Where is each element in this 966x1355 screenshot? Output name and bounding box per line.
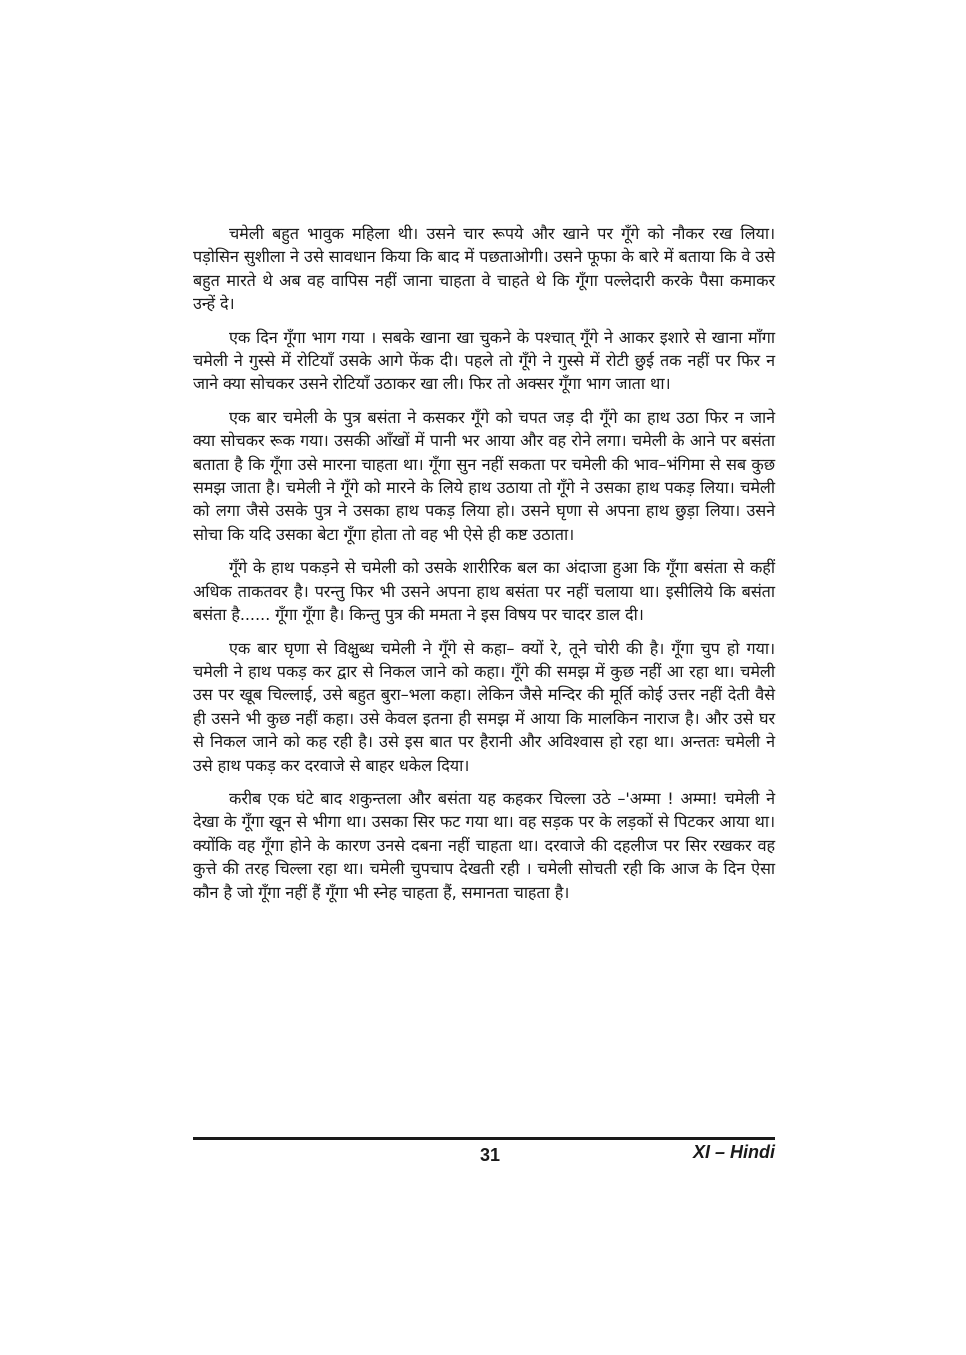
paragraph-5: एक बार घृणा से विक्षुब्ध चमेली ने गूँगे से कहा– क्यों रे, तूने चोरी की है। गूँगा चुप हो गया। चमेली ने हाथ पकड़ कर द्वार से निकल जाने को कहा। गूँगे की समझ में कुछ नहीं आ रहा था। चमेली उस पर खूब चिल्लाई, उसे बहुत बुरा–भला कहा। लेकिन जैसे मन्दिर की मूर्ति कोई उत्तर नहीं देती वैसे ही उसने भी कुछ नहीं कहा। उसे केवल इतना ही समझ में आया कि मालकिन नाराज है। और उसे घर से निकल जाने को कह रही है। उसे इस बात पर हैरानी और अविश्वास हो रहा था। अन्ततः चमेली ने उसे हाथ पकड़ कर दरवाजे से बाहर धकेल दिया।	[193, 638, 775, 775]
subject-label: XI – Hindi	[692, 1142, 775, 1162]
paragraph-1: चमेली बहुत भावुक महिला थी। उसने चार रूपये और खाने पर गूँगे को नौकर रख लिया। पड़ोसिन सुशीला ने उसे सावधान किया कि बाद में पछताओगी। उसने फूफा के बारे में बताया कि वे उसे बहुत मारते थे अब वह वापिस नहीं जाना चाहता वे चाहते थे कि गूँगा पल्लेदारी करके पैसा कमाकर उन्हें दे।	[193, 224, 775, 314]
paragraph-6: करीब एक घंटे बाद शकुन्तला और बसंता यह कहकर चिल्ला उठे –'अम्मा ! अम्मा! चमेली ने देखा के गूँगा खून से भीगा था। उसका सिर फट गया था। वह सड़क पर के लड़कों से पिटकर आया था। क्योंकि वह गूँगा होने के कारण उनसे दबना नहीं चाहता था। दरवाजे की दहलीज पर सिर रखकर वह कुत्ते की तरह चिल्ला रहा था। चमेली चुपचाप देखती रही । चमेली सोचती रही कि आज के दिन ऐसा कौन है जो गूँगा नहीं हैं गूँगा भी स्नेह चाहता हैं, समानता चाहता है।	[193, 788, 775, 902]
paragraph-4: गूँगे के हाथ पकड़ने से चमेली को उसके शारीरिक बल का अंदाजा हुआ कि गूँगा बसंता से कहीं अधिक ताकतवर है। परन्तु फिर भी उसने अपना हाथ बसंता पर नहीं चलाया था। इसीलिये कि बसंता बसंता है...... गूँगा गूँगा है। किन्तु पुत्र की ममता ने इस विषय पर चादर डाल दी।	[193, 558, 775, 625]
footer-divider	[193, 1137, 775, 1140]
page-number: 31	[479, 1145, 501, 1165]
paragraph-3: एक बार चमेली के पुत्र बसंता ने कसकर गूँगे को चपत जड़ दी गूँगे का हाथ उठा फिर न जाने क्या सोचकर रूक गया। उसकी आँखों में पानी भर आया और वह रोने लगा। चमेली के आने पर बसंता बताता है कि गूँगा उसे मारना चाहता था। गूँगा सुन नहीं सकता पर चमेली की भाव–भंगिमा से सब कुछ समझ जाता है। चमेली ने गूँगे को मारने के लिये हाथ उठाया तो गूँगे ने उसका हाथ पकड़ लिया। चमेली को लगा जैसे उसके पुत्र ने उसका हाथ पकड़ लिया हो। उसने घृणा से अपना हाथ छुड़ा लिया। उसने सोचा कि यदि उसका बेटा गूँगा होता तो वह भी ऐसे ही कष्ट उठाता।	[193, 407, 775, 544]
paragraph-2: एक दिन गूँगा भाग गया । सबके खाना खा चुकने के पश्चात् गूँगे ने आकर इशारे से खाना माँगा चमेली ने गुस्से में रोटियाँ उसके आगे फेंक दी। पहले तो गूँगे ने गुस्से में रोटी छुई तक नहीं पर फिर न जाने क्या सोचकर उसने रोटियाँ उठाकर खा ली। फिर तो अक्सर गूँगा भाग जाता था।	[193, 327, 775, 394]
body-text	[193, 222, 775, 914]
